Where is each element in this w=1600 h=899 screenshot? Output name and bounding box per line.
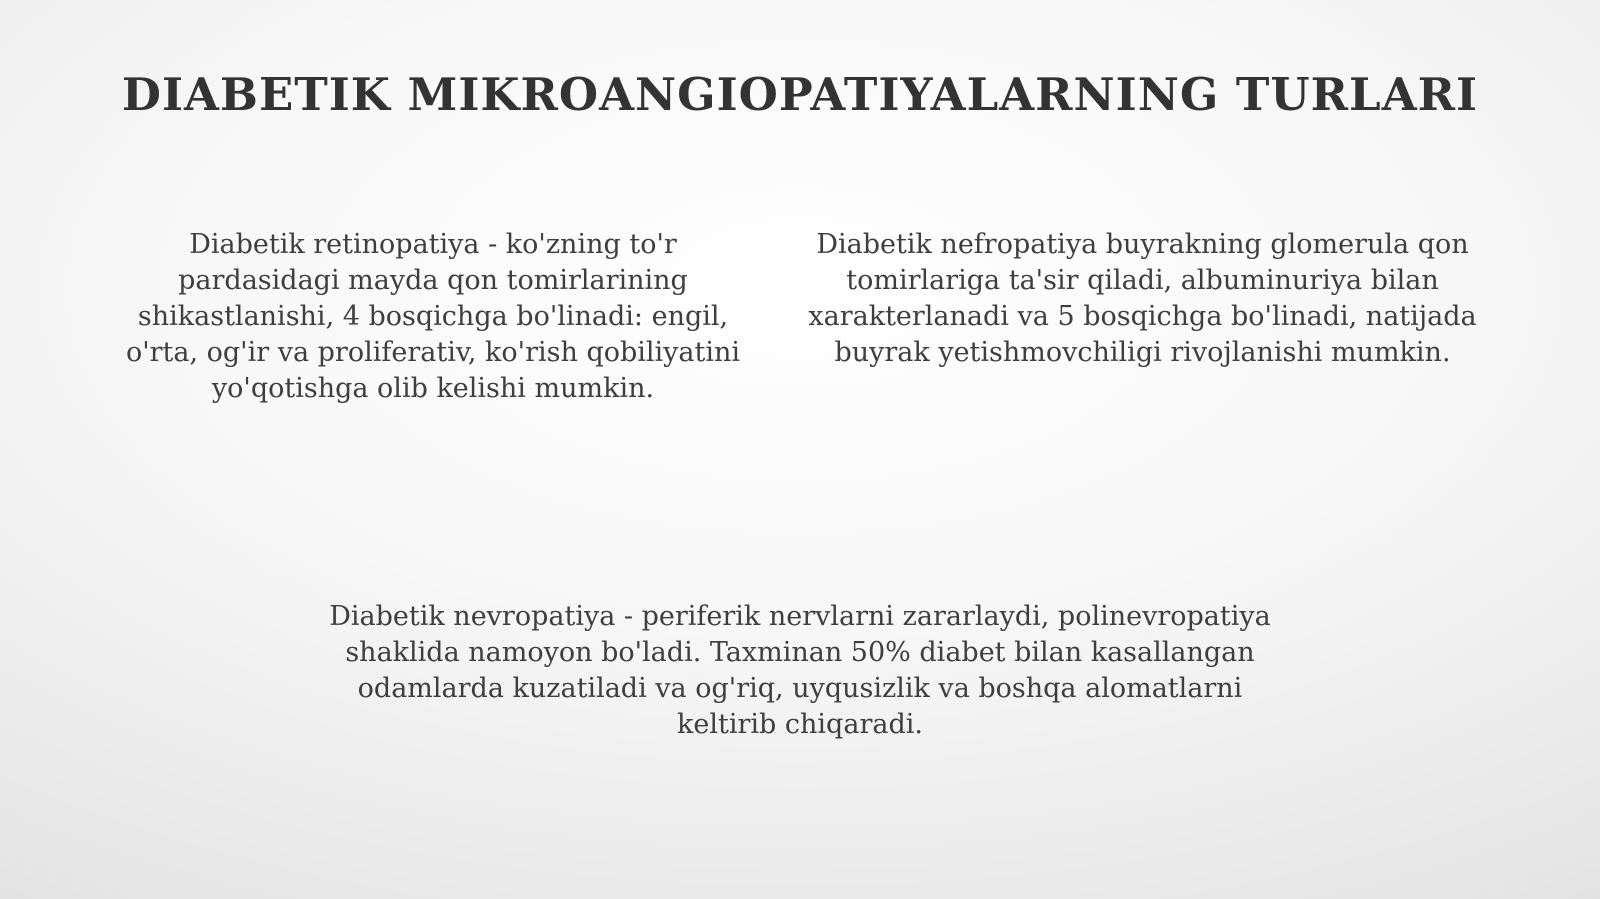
retinopathy-line: yo'qotishga olib kelishi mumkin. — [211, 373, 655, 404]
retinopathy-line: o'rta, og'ir va proliferativ, ko'rish qobiliyatini — [125, 337, 741, 368]
nephropathy-text-block — [790, 227, 1495, 371]
slide-title: DIABETIK MIKROANGIOPATIYALARNING TURLARI — [121, 68, 1479, 121]
nephropathy-line: tomirlariga ta'sir qiladi, albuminuriya bilan — [846, 265, 1439, 296]
neuropathy-text-block — [280, 599, 1320, 743]
neuropathy-line: Diabetik nevropatiya - periferik nervlarni zararlaydi, polinevropatiya — [329, 601, 1271, 632]
nephropathy-line: xarakterlanadi va 5 bosqichga bo'linadi, natijada — [808, 301, 1477, 332]
nephropathy-line: Diabetik nefropatiya buyrakning glomerula qon — [816, 229, 1469, 260]
retinopathy-text-block — [108, 227, 758, 407]
neuropathy-line: shaklida namoyon bo'ladi. Taxminan 50% diabet bilan kasallangan — [345, 637, 1255, 668]
nephropathy-line: buyrak yetishmovchiligi rivojlanishi mumkin. — [834, 337, 1451, 368]
retinopathy-line: shikastlanishi, 4 bosqichga bo'linadi: engil, — [137, 301, 729, 332]
neuropathy-line: odamlarda kuzatiladi va og'riq, uyqusizlik va boshqa alomatlarni — [357, 673, 1243, 704]
retinopathy-line: pardasidagi mayda qon tomirlarining — [178, 265, 688, 296]
neuropathy-line: keltirib chiqaradi. — [677, 709, 923, 740]
retinopathy-line: Diabetik retinopatiya - ko'zning to'r — [189, 229, 677, 260]
